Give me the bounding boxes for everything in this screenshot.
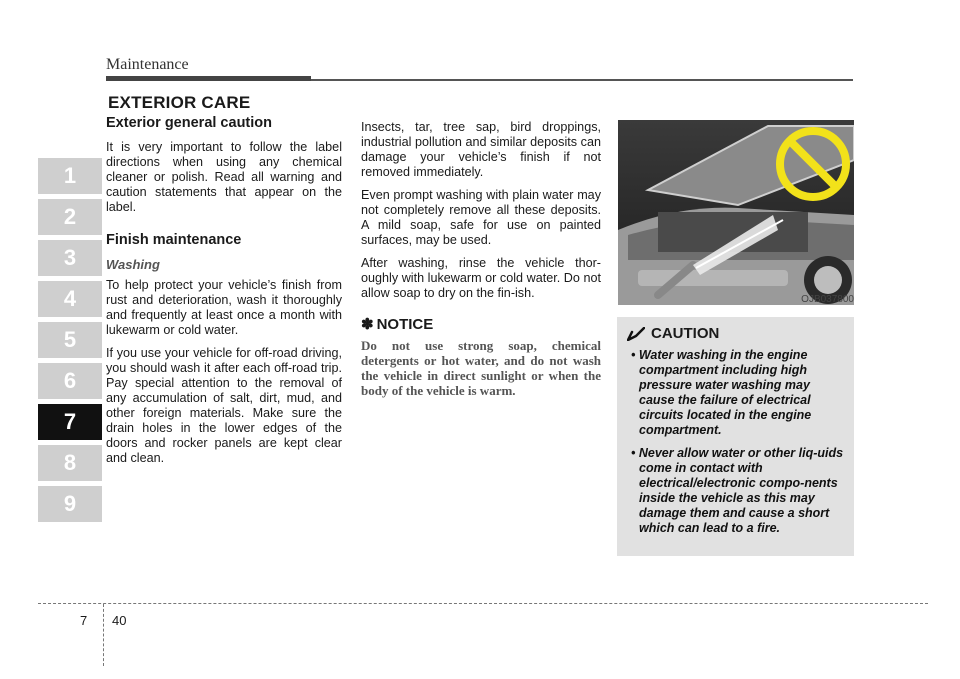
caution-box xyxy=(617,317,854,556)
header-rule-dark xyxy=(106,76,311,81)
chapter-tab-5[interactable]: 5 xyxy=(38,322,102,358)
caution-list xyxy=(627,348,844,536)
illustration-code: OJB037800 xyxy=(801,294,854,305)
notice-body: Do not use strong soap, chemical detergents or hot water, and do not wash the vehicle in direct sunlight or when the body of the vehicle is warm. xyxy=(361,338,601,398)
warning-stroke-icon xyxy=(627,327,645,341)
footer-divider xyxy=(103,604,104,666)
prohibition-icon xyxy=(775,126,851,202)
caution-item: • Never allow water or other liq-uids come in contact with electrical/electronic compo-nents inside the vehicle as this may damage them and cause a short which can lead to a fire. xyxy=(631,446,844,535)
section-title: EXTERIOR CARE xyxy=(108,93,251,112)
chapter-tab-7[interactable]: 7 xyxy=(38,404,102,440)
caution-heading xyxy=(627,325,844,342)
chapter-tab-1[interactable]: 1 xyxy=(38,158,102,194)
paragraph-mild-soap: Even prompt washing with plain water may not completely remove all these deposits. A mild soap, safe for use on painted surfaces, may be used. xyxy=(361,188,601,247)
chapter-tab-3[interactable]: 3 xyxy=(38,240,102,276)
notice-title: NOTICE xyxy=(376,316,434,333)
heading-exterior-general-caution: Exterior general caution xyxy=(106,115,272,131)
header-rule xyxy=(311,79,853,81)
running-header: Maintenance xyxy=(106,56,189,73)
caution-title: CAUTION xyxy=(651,325,720,342)
heading-finish-maintenance: Finish maintenance xyxy=(106,232,242,248)
paragraph-rinse: After washing, rinse the vehicle thor-oughly with lukewarm or cold water. Do not allow soap to dry on the fin-ish. xyxy=(361,256,601,300)
middle-column xyxy=(361,120,601,398)
chapter-tab-8[interactable]: 8 xyxy=(38,445,102,481)
chapter-tab-9[interactable]: 9 xyxy=(38,486,102,522)
paragraph-deposits: Insects, tar, tree sap, bird droppings, industrial pollution and similar deposits can damage your vehicle’s finish if not removed immediately. xyxy=(361,120,601,179)
paragraph-off-road: If you use your vehicle for off-road driving, you should wash it after each off-road trip. Pay special attention to the removal of any accumulation of salt, dirt, mud, and other foreign materials. Make sure the drain holes in the lower edges of the doors and rocker panels are kept clear and clean. xyxy=(106,346,342,465)
subheading-washing: Washing xyxy=(106,257,160,272)
chapter-tab-6[interactable]: 6 xyxy=(38,363,102,399)
footer-chapter-number: 7 xyxy=(80,613,88,628)
notice-star-icon: ✽ xyxy=(361,316,374,333)
notice-heading xyxy=(361,317,601,332)
paragraph-label-directions: It is very important to follow the label directions when using any chemical cleaner or polish. Read all warning and caution statements that appear on the label. xyxy=(106,140,342,214)
footer-rule xyxy=(38,603,928,604)
chapter-tab-2[interactable]: 2 xyxy=(38,199,102,235)
chapter-tab-4[interactable]: 4 xyxy=(38,281,102,317)
left-column xyxy=(106,116,342,474)
chapter-tabs xyxy=(38,158,102,527)
footer-page-number: 40 xyxy=(112,613,127,628)
paragraph-wash-frequency: To help protect your vehicle’s finish from rust and deterioration, wash it thoroughly and frequently at least once a month with lukewarm or cold water. xyxy=(106,278,342,337)
caution-item: • Water washing in the engine compartment including high pressure water washing may cause the failure of electrical circuits located in the engine compartment. xyxy=(631,348,812,437)
engine-washing-illustration xyxy=(618,120,854,305)
